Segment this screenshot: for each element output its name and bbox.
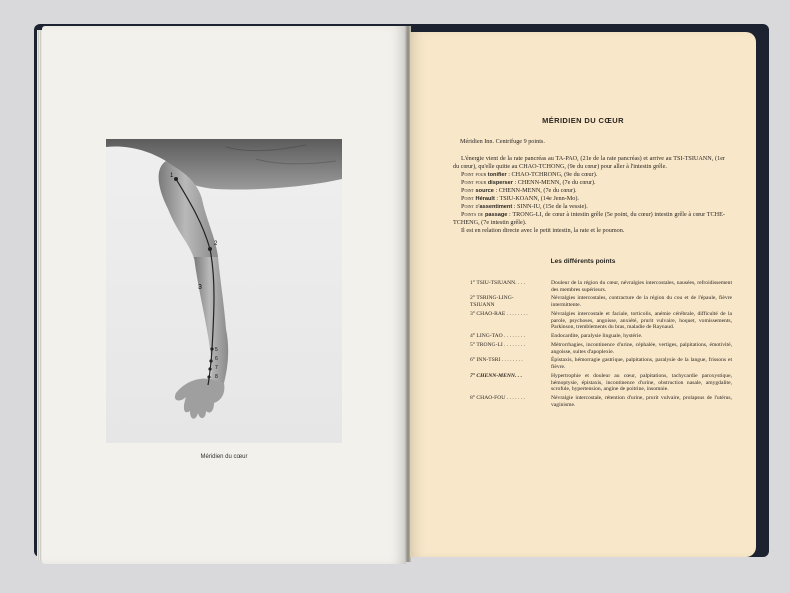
list-item	[470, 333, 732, 340]
point-name: 4° LING-TAO . . . . . . . .	[470, 333, 526, 340]
meridian-description	[453, 155, 725, 235]
point-description: Douleur de la région du cœur, névralgies intercostales, nausées, refroidissement des membres supérieurs.	[551, 280, 732, 293]
herald-line: Point Hérault : TSIU-KOANN, (14e Jenn-Mo).	[461, 195, 579, 202]
assent-line: Point d'assentiment : SINN-IU, (15e de la vessie).	[461, 203, 588, 210]
point-description: Hypertrophie et douleur au cœur, palpitations, tachycardie paroxystique, hémoptysie, épistaxis, incontinence d'urine, obstruction nasale, amygdalite, scrofule, hypertension, angine de poitrine, insomnie.	[551, 372, 732, 393]
points-heading: Les différents points	[550, 258, 616, 265]
point-description: Épistaxis, hémorragie gastrique, palpitations, paralysie de la langue, frissons et fièvre.	[551, 357, 732, 371]
photo-caption: Méridien du cœur	[200, 454, 248, 460]
meridian-point-label: 2	[214, 241, 218, 247]
arm-illustration	[106, 139, 342, 443]
list-item	[470, 342, 732, 355]
meridian-point-label: 6	[215, 356, 218, 362]
energy-paragraph: L'énergie vient de la rate pancréas au TA-PAO, (21e de la rate pancréas) et arrive au TSI-TSIUANN, (1er du cœur), qu'elle quitte au CHAO-TCHONG, (9e du cœur) pour aller à l'intestin grêle.	[453, 155, 725, 170]
point-description: Métrorrhagies, incontinence d'urine, céphalée, vertiges, palpitations, émotivité, angoisse, suites d'apoplexie.	[551, 341, 732, 355]
meridian-point-label: 1	[170, 173, 174, 179]
list-item	[470, 357, 732, 370]
point-name: 1° TSIU-TSIUANN. . . .	[470, 280, 525, 286]
passage-line: Points de passage : TRONG-LI, de cœur à intestin grêle (5e point, du cœur) intestin grêle à cœur TCHE-TCHENG, (7e intestin grêle).	[453, 211, 725, 226]
point-name: 7° CHENN-MENN. . .	[470, 372, 522, 379]
page-title: MÉRIDIEN DU CŒUR	[542, 116, 624, 125]
point-description: Névralgies intercostale et faciale, torticolis, anémie cérébrale, difficulté de la parole, psychoses, angoisse, anxiété, prurit vulvaire, hoquet, vomissements, Parkinson, tremblements du bras, maladie de Raynaud.	[551, 310, 732, 331]
point-name: 2° TSRING-LING- TSIUANN	[470, 295, 514, 309]
list-item	[470, 280, 732, 293]
relation-line: Il est en relation directe avec le petit intestin, la rate et le poumon.	[461, 227, 625, 234]
point-name: 6° INN-TSRI . . . . . . . .	[470, 357, 523, 364]
point-description: Endocardite, paralysie linguale, hystérie.	[551, 333, 643, 340]
source-line: Point source : CHENN-MENN, (7e du cœur).	[461, 187, 577, 194]
arm-meridian-photo	[106, 139, 342, 443]
meridian-point-label: 5	[215, 347, 218, 353]
point-description: Névralgie intercostale, rétention d'urine, prurit vulvaire, prolapsus de l'utérus, vaginisme.	[551, 394, 732, 408]
list-item	[470, 373, 732, 393]
list-item	[470, 395, 732, 408]
meridian-point-label: 8	[215, 374, 218, 380]
meridian-point-label: 7	[215, 365, 218, 371]
tonify-line: Point pour tonifier : CHAO-TCHRONG, (9e du cœur).	[461, 171, 598, 178]
point-description: Névralgies intercostales, contracture de la région du cou et de l'épaule, fièvre intermittente.	[551, 295, 732, 309]
intro-line: Méridien Inn. Centrifuge 9 points.	[460, 138, 545, 145]
point-name: 3° CHAO-RAE . . . . . . . .	[470, 310, 528, 317]
point-name: 8° CHAO-FOU . . . . . . .	[470, 394, 525, 401]
list-item	[470, 311, 732, 331]
disperse-line: Point pour disperser : CHENN-MENN, (7e du cœur).	[461, 179, 596, 186]
list-item	[470, 295, 732, 308]
points-list	[470, 280, 732, 410]
meridian-point-label: 3	[198, 284, 202, 291]
point-name: 5° TRONG-LI . . . . . . . .	[470, 341, 526, 348]
